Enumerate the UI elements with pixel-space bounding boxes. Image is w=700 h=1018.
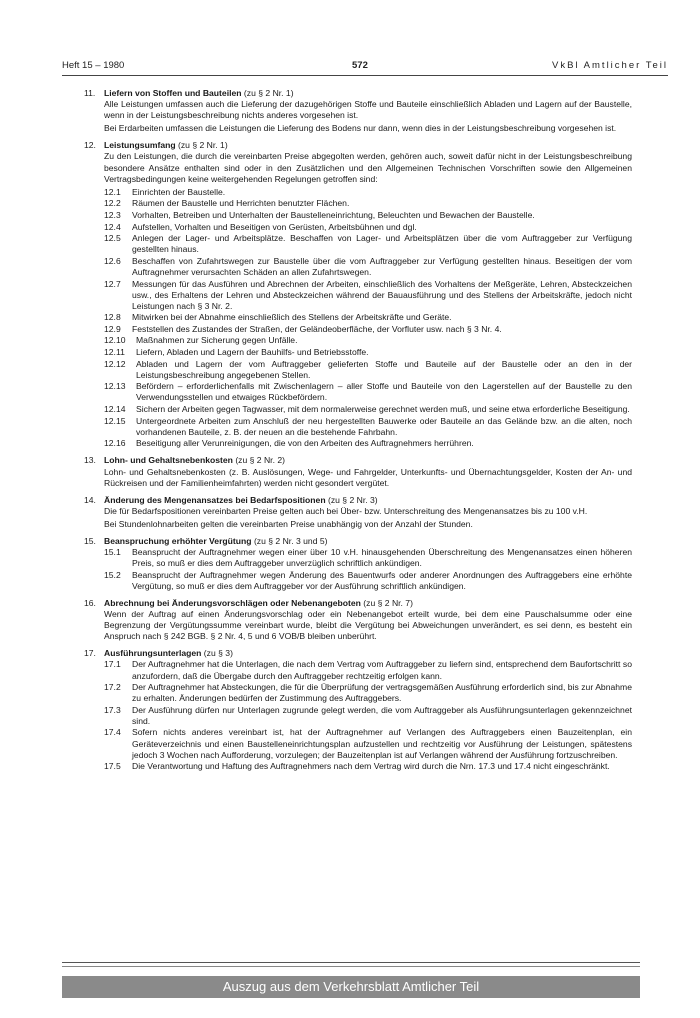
list-item-text: Sofern nichts anderes vereinbart ist, hat der Auftragnehmer auf Verlangen des Auftraggebers einen Bauzeitenplan, ein Geräteverzeichnis und einen Baustelleneinrichtungsplan aufzustellen und rechtzeitig vor Ausführung der Leistungen, spätestens jedoch 3 Wochen nach Aufforderung, vorzulegen; der Bauzeitenplan ist auf Verlangen während der Ausführung fortzuschreiben.	[132, 727, 632, 760]
section-body	[84, 506, 632, 530]
section	[84, 140, 632, 449]
list-item-number: 12.16	[104, 438, 126, 449]
section	[84, 536, 632, 592]
section-heading	[84, 455, 632, 466]
list-item-text: Der Ausführung dürfen nur Unterlagen zugrunde gelegt werden, die vom Auftraggeber als Ausführungsunterlagen gekennzeichnet sind.	[132, 704, 632, 726]
list-item-text: Vorhalten, Betreiben und Unterhalten der Baustelleneinrichtung, Beleuchten und Bewachen der Baustelle.	[132, 209, 535, 220]
section-paragraph: Lohn- und Gehaltsnebenkosten (z. B. Auslösungen, Wege- und Fahrgelder, Unterkunfts- und Übernachtungsgelder, Kosten der An- und Rückreisen und der Familienheimfahrten) werden nicht gesondert vergütet.	[104, 466, 632, 488]
list-item	[84, 547, 632, 569]
section-reference: (zu § 3)	[203, 648, 233, 659]
list-item-text: Beschaffen von Zufahrtswegen zur Baustelle über die vom Auftraggeber zur Verfügung gestellten hinaus. Beseitigen der vom Auftragnehmer verursachten Schäden an allen Zufahrtswegen.	[132, 255, 632, 277]
list-item-text: Liefern, Abladen und Lagern der Bauhilfs- und Betriebsstoffe.	[136, 347, 369, 358]
list-item-text: Maßnahmen zur Sicherung gegen Unfälle.	[136, 335, 298, 346]
document-body	[84, 88, 632, 778]
list-item	[84, 381, 632, 403]
section-body	[84, 99, 632, 134]
list-item-number: 12.1	[104, 186, 121, 197]
list-item	[84, 416, 632, 438]
list-item-number: 12.8	[104, 312, 121, 323]
page-number: 572	[352, 60, 368, 71]
list-item-number: 12.11	[104, 347, 125, 358]
section-reference: (zu § 2 Nr. 2)	[235, 455, 285, 466]
section-reference: (zu § 2 Nr. 7)	[363, 597, 413, 608]
list-item-text: Aufstellen, Vorhalten und Beseitigen von Gerüsten, Arbeitsbühnen und dgl.	[132, 221, 417, 232]
list-item-number: 12.15	[104, 415, 126, 426]
section-reference: (zu § 2 Nr. 1)	[243, 88, 294, 98]
list-item-number: 12.12	[104, 358, 126, 369]
section-reference: (zu § 2 Nr. 1)	[178, 140, 228, 151]
section-number: 16.	[84, 597, 96, 608]
section	[84, 455, 632, 488]
list-item	[84, 659, 632, 681]
section-heading	[84, 598, 632, 609]
section-reference: (zu § 2 Nr. 3 und 5)	[253, 535, 328, 546]
list-item-number: 17.2	[104, 682, 121, 693]
list-item	[84, 705, 632, 727]
page-header	[62, 60, 668, 76]
section-paragraph: Wenn der Auftrag auf einen Änderungsvorschlag oder ein Nebenangebot erteilt wurde, bei dem eine Pauschalsumme oder eine Begrenzung der Vergütungssumme vereinbart wurde, bleibt die Vergütung bei Abweichungen unverändert, es sei denn, es besteht ein Anspruch nach § 242 BGB. § 2 Nr. 4, 5 und 6 VOB/B bleiben unberührt.	[104, 609, 632, 642]
list-item	[84, 312, 632, 323]
section	[84, 598, 632, 642]
section-heading	[84, 495, 632, 506]
list-item	[84, 233, 632, 255]
list-item	[84, 404, 632, 415]
list-item-text: Sichern der Arbeiten gegen Tagwasser, mit dem normalerweise gerechnet werden muß, und seine etwa erforderliche Beseitigung.	[136, 404, 630, 415]
list-item-text: Feststellen des Zustandes der Straßen, der Geländeoberfläche, der Vorfluter usw. nach § 3 Nr. 4.	[132, 323, 502, 334]
list-item-text: Der Auftragnehmer hat die Unterlagen, die nach dem Vertrag vom Auftraggeber zu liefern sind, entsprechend dem Baufortschritt so anzufordern, daß die Übergabe durch den Auftraggeber rechtzeitig erfolgen kann.	[132, 659, 632, 681]
list-item-number: 12.3	[104, 209, 121, 220]
list-item-text: Räumen der Baustelle und Herrichten benutzter Flächen.	[132, 198, 350, 209]
list-item-text: Der Auftragnehmer hat Absteckungen, die für die Überprüfung der vertragsgemäßen Ausführung erforderlich sind, bis zur Abnahme zu erhalten. Änderungen bedürfen der Zustimmung des Auftraggebers.	[132, 682, 632, 704]
section-number: 17.	[84, 648, 96, 659]
list-item	[84, 187, 632, 198]
footer-divider	[62, 962, 640, 963]
list-item	[84, 727, 632, 760]
list-item-number: 17.1	[104, 659, 121, 670]
section-paragraph: Bei Stundenlohnarbeiten gelten die vereinbarten Preise unabhängig von der Anzahl der Stunden.	[104, 518, 473, 529]
section-number: 15.	[84, 535, 96, 546]
list-item-text: Untergeordnete Arbeiten zum Anschluß der neu hergestellten Bauwerke oder Bauteile an das Gelände bzw. an die alten, noch vorhandenen Bauteile, z. B. der neuen an die bestehende Fahrbahn.	[136, 415, 632, 437]
list-item-number: 15.1	[104, 547, 121, 558]
section-title: Liefern von Stoffen und Bauteilen	[104, 88, 242, 98]
section-paragraph: Alle Leistungen umfassen auch die Lieferung der dazugehörigen Stoffe und Bauteile einschließlich Abladen und Lagern auf der Baustelle, wenn in der Leistungsbeschreibung nichts anderes vorgesehen ist.	[104, 99, 632, 121]
section-number: 13.	[84, 455, 96, 466]
list-item-text: Anlegen der Lager- und Arbeitsplätze. Beschaffen von Lager- und Arbeitsplätzen über die vom Auftraggeber zur Verfügung gestellten hinaus.	[132, 233, 632, 255]
list-item-text: Einrichten der Baustelle.	[132, 186, 226, 197]
section-reference: (zu § 2 Nr. 3)	[327, 494, 378, 505]
section	[84, 88, 632, 134]
list-item-number: 15.2	[104, 569, 121, 580]
section-title: Leistungsumfang	[104, 140, 176, 151]
list-item	[84, 210, 632, 221]
section-heading	[84, 648, 632, 659]
list-item	[84, 256, 632, 278]
footer-divider-secondary	[62, 966, 640, 967]
section-number: 12.	[84, 140, 96, 151]
list-item-text: Die Verantwortung und Haftung des Auftragnehmers nach dem Vertrag wird durch die Nrn. 17.3 und 17.4 nicht eingeschränkt.	[132, 761, 610, 772]
list-item-number: 12.5	[104, 233, 121, 244]
list-item-number: 12.4	[104, 221, 121, 232]
list-item-number: 17.4	[104, 727, 121, 738]
section-body	[84, 467, 632, 489]
list-item-number: 17.3	[104, 704, 121, 715]
list-item-number: 12.13	[104, 381, 126, 392]
list-item-text: Beansprucht der Auftragnehmer wegen einer über 10 v.H. hinausgehenden Überschreitung des Mengenansatzes einen höheren Preis, so muß er dies dem Auftraggeber unverzüglich schriftlich ankündigen.	[132, 547, 632, 569]
list-item	[84, 761, 632, 772]
list-item-text: Messungen für das Ausführen und Abrechnen der Arbeiten, einschließlich des Vorhaltens der Meßgeräte, Lehren, Absteckzeichen usw., des Erhaltens der Lehren und Absteckzeichen während der Bauausführung und des Stellens der Arbeitskräfte, jedoch nicht Leistungen nach § 3 Nr. 2.	[132, 278, 632, 311]
list-item	[84, 570, 632, 592]
list-item-text: Befördern – erforderlichenfalls mit Zwischenlagern – aller Stoffe und Bauteile von den Lagerstellen auf der Baustelle zu den Verwendungsstellen und etwaiges Rückbefördern.	[136, 381, 632, 403]
section-paragraph: Die für Bedarfspositionen vereinbarten Preise gelten auch bei Über- bzw. Unterschreitung des Mengenansatzes bis zu 100 v.H.	[104, 505, 588, 516]
section-number: 11.	[84, 88, 96, 98]
section-heading	[84, 88, 632, 99]
footer-banner: Auszug aus dem Verkehrsblatt Amtlicher Teil	[62, 976, 640, 998]
list-item	[84, 682, 632, 704]
section-title: Abrechnung bei Änderungsvorschlägen oder Nebenangeboten	[104, 597, 361, 608]
list-item-text: Abladen und Lagern der vom Auftraggeber gelieferten Stoffe und Bauteile auf der Baustelle oder an den in der Leistungsbeschreibung angegebenen Stellen.	[136, 358, 632, 380]
list-item-number: 12.14	[104, 404, 126, 415]
section-paragraph: Bei Erdarbeiten umfassen die Leistungen die Lieferung des Bodens nur dann, wenn dies in der Leistungsbeschreibung vorgesehen ist.	[104, 123, 617, 134]
list-item	[84, 324, 632, 335]
list-item-number: 12.7	[104, 278, 121, 289]
section-heading	[84, 140, 632, 151]
list-item	[84, 198, 632, 209]
list-item	[84, 438, 632, 449]
section-paragraph: Zu den Leistungen, die durch die vereinbarten Preise abgegolten werden, gehören auch, soweit dafür nicht in der Leistungsbeschreibung besondere Ansätze enthalten sind oder in den Zusätzlichen und den Allgemeinen Technischen Vorschriften sowie den Allgemeinen Vertragsbedingungen keine weitergehenden Regelungen getroffen sind:	[104, 151, 632, 184]
list-item-number: 12.10	[104, 335, 126, 346]
list-item-number: 12.6	[104, 255, 121, 266]
list-item-text: Beseitigung aller Verunreinigungen, die von den Arbeiten des Auftragnehmers herrühren.	[136, 438, 474, 449]
section-title: Ausführungsunterlagen	[104, 648, 202, 659]
section	[84, 495, 632, 530]
section-title: Beanspruchung erhöhter Vergütung	[104, 535, 252, 546]
publication-title: VkBl Amtlicher Teil	[552, 60, 668, 71]
issue-label: Heft 15 – 1980	[62, 60, 125, 71]
list-item-number: 17.5	[104, 761, 121, 772]
list-item	[84, 335, 632, 346]
list-item-text: Mitwirken bei der Abnahme einschließlich des Stellens der Arbeitskräfte und Geräte.	[132, 312, 452, 323]
section	[84, 648, 632, 772]
list-item	[84, 359, 632, 381]
section-title: Lohn- und Gehaltsnebenkosten	[104, 455, 233, 466]
section-body	[84, 151, 632, 184]
section-number: 14.	[84, 494, 96, 505]
list-item-number: 12.9	[104, 323, 121, 334]
list-item	[84, 222, 632, 233]
list-item-number: 12.2	[104, 198, 121, 209]
section-heading	[84, 536, 632, 547]
section-body	[84, 609, 632, 642]
list-item-text: Beansprucht der Auftragnehmer wegen Änderung des Bauentwurfs oder anderer Anordnungen des Auftraggebers eine erhöhte Vergütung, so muß er dies dem Auftraggeber vor der Ausführung schriftlich ankündigen.	[132, 569, 632, 591]
list-item	[84, 279, 632, 312]
header-divider	[62, 75, 668, 76]
list-item	[84, 347, 632, 358]
section-title: Änderung des Mengenansatzes bei Bedarfspositionen	[104, 494, 326, 505]
